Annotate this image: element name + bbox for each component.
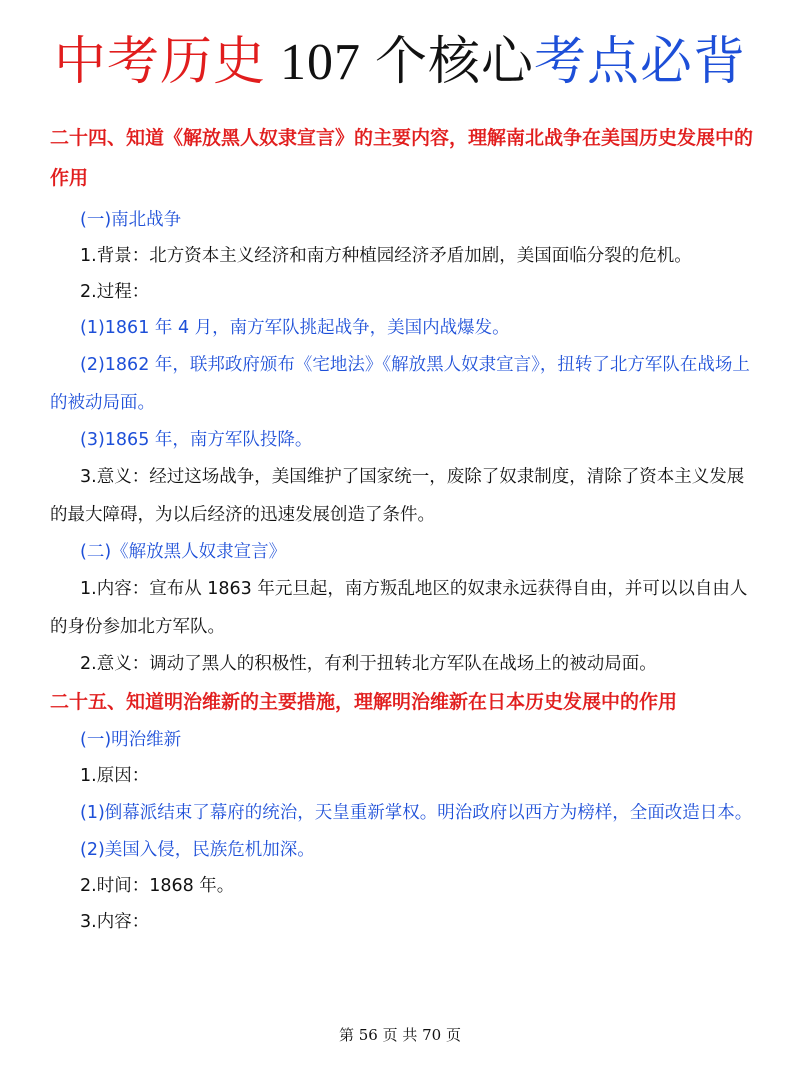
section-24-heading: 二十四、知道《解放黑人奴隶宣言》的主要内容，理解南北战争在美国历史发展中的作用 — [50, 127, 754, 189]
page-footer: 第 56 页 共 70 页 — [338, 1026, 461, 1044]
section-24-subheading-proclamation: (二)《解放黑人奴隶宣言》 — [80, 542, 287, 562]
civil-war-significance: 3.意义：经过这场战争，美国维护了国家统一，废除了奴隶制度，清除了资本主义发展的最大障碍，为以后经济的迅速发展创造了条件。 — [50, 467, 745, 525]
meiji-time: 2.时间：1868 年。 — [80, 876, 235, 896]
civil-war-background: 1.背景：北方资本主义经济和南方种植园经济矛盾加剧，美国面临分裂的危机。 — [80, 246, 692, 266]
meiji-content-label: 3.内容： — [80, 912, 150, 932]
page-title — [0, 22, 800, 103]
civil-war-process-1: (1)1861 年 4 月，南方军队挑起战争，美国内战爆发。 — [80, 318, 510, 338]
meiji-cause-1: (1)倒幕派结束了幕府的统治，天皇重新掌权。明治政府以西方为榜样，全面改造日本。 — [80, 803, 753, 823]
section-25-subheading-meiji: (一)明治维新 — [80, 730, 182, 750]
document-body — [50, 118, 756, 940]
proclamation-significance: 2.意义：调动了黑人的积极性，有利于扭转北方军队在战场上的被动局面。 — [80, 654, 657, 674]
proclamation-content: 1.内容：宣布从 1863 年元旦起，南方叛乱地区的奴隶永远获得自由，并可以以自由人的身份参加北方军队。 — [50, 579, 748, 637]
section-25-heading: 二十五、知道明治维新的主要措施，理解明治维新在日本历史发展中的作用 — [50, 691, 678, 713]
civil-war-process-2: (2)1862 年，联邦政府颁布《宅地法》《解放黑人奴隶宣言》，扭转了北方军队在战场上的被动局面。 — [50, 355, 750, 413]
civil-war-process-label: 2.过程： — [80, 282, 150, 302]
title-part-red: 中考历史 — [53, 32, 266, 92]
civil-war-process-3: (3)1865 年，南方军队投降。 — [80, 430, 313, 450]
meiji-cause-label: 1.原因： — [80, 766, 150, 786]
title-part-blue: 考点必背 — [534, 32, 747, 92]
section-24-subheading-civil-war: (一)南北战争 — [80, 210, 182, 230]
meiji-cause-2: (2)美国入侵，民族危机加深。 — [80, 840, 315, 860]
title-part-black: 107 个核心 — [265, 34, 534, 91]
